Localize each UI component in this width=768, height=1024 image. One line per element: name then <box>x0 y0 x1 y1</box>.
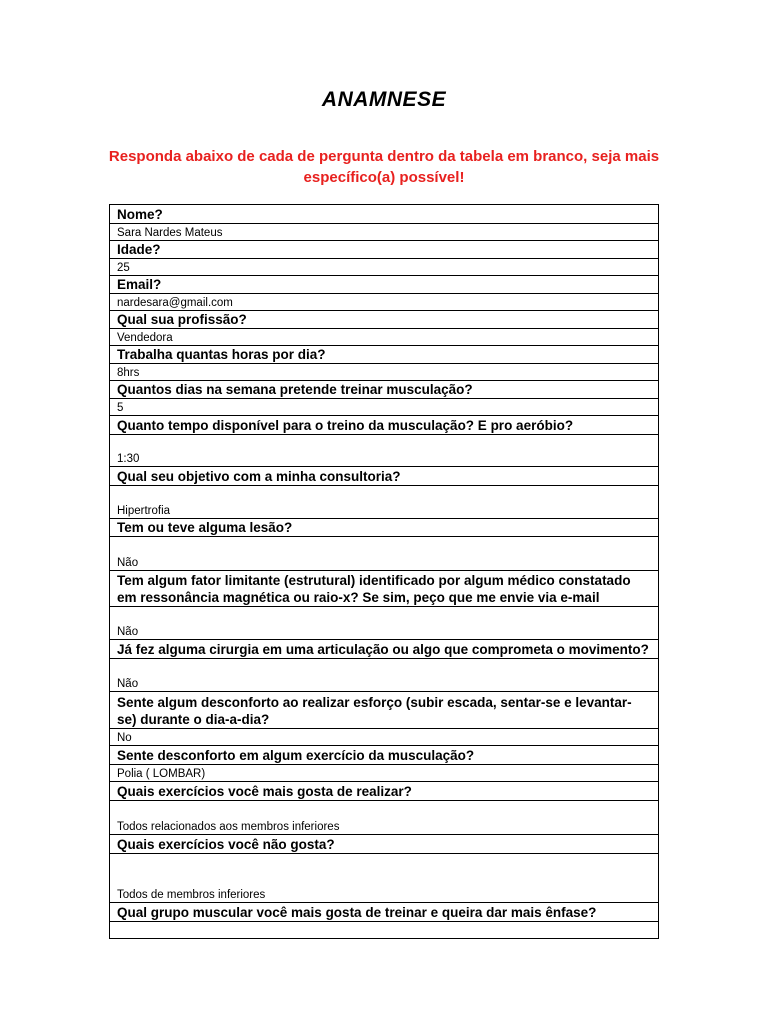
question-cell: Quantos dias na semana pretende treinar musculação? <box>110 381 659 399</box>
answer-cell[interactable]: Todos de membros inferiores <box>110 854 659 903</box>
question-cell: Sente desconforto em algum exercício da musculação? <box>110 746 659 765</box>
questionnaire-table <box>109 204 659 939</box>
answer-cell[interactable]: 25 <box>110 259 659 276</box>
question-row <box>110 903 659 922</box>
answer-row <box>110 922 659 939</box>
answer-row <box>110 801 659 835</box>
answer-cell[interactable]: 8hrs <box>110 364 659 381</box>
question-row <box>110 519 659 537</box>
question-cell: Nome? <box>110 205 659 224</box>
question-cell: Quais exercícios você não gosta? <box>110 835 659 854</box>
answer-cell[interactable]: Hipertrofia <box>110 486 659 519</box>
answer-cell[interactable]: Não <box>110 659 659 692</box>
document-title: ANAMNESE <box>321 88 447 111</box>
answer-row <box>110 659 659 692</box>
question-row <box>110 241 659 259</box>
answer-row <box>110 224 659 241</box>
question-cell: Qual seu objetivo com a minha consultoria? <box>110 467 659 486</box>
answer-row <box>110 364 659 381</box>
question-cell: Tem algum fator limitante (estrutural) identificado por algum médico constatado em ressonância magnética ou raio-x? Se sim, peço que me envie via e-mail <box>110 571 659 607</box>
answer-cell[interactable]: No <box>110 729 659 746</box>
question-row <box>110 205 659 224</box>
answer-cell[interactable] <box>110 922 659 939</box>
question-cell: Quanto tempo disponível para o treino da musculação? E pro aeróbio? <box>110 416 659 435</box>
question-row <box>110 311 659 329</box>
question-cell: Trabalha quantas horas por dia? <box>110 346 659 364</box>
question-cell: Qual grupo muscular você mais gosta de treinar e queira dar mais ênfase? <box>110 903 659 922</box>
answer-row <box>110 399 659 416</box>
answer-cell[interactable]: 5 <box>110 399 659 416</box>
answer-row <box>110 259 659 276</box>
question-cell: Sente algum desconforto ao realizar esforço (subir escada, sentar-se e levantar-se) durante o dia-a-dia? <box>110 692 659 729</box>
answer-row <box>110 329 659 346</box>
answer-cell[interactable]: Não <box>110 607 659 640</box>
question-row <box>110 346 659 364</box>
answer-row <box>110 294 659 311</box>
answer-cell[interactable]: Sara Nardes Mateus <box>110 224 659 241</box>
question-cell: Quais exercícios você mais gosta de realizar? <box>110 782 659 801</box>
answer-row <box>110 765 659 782</box>
question-row <box>110 782 659 801</box>
question-row <box>110 640 659 659</box>
answer-row <box>110 537 659 571</box>
answer-cell[interactable]: Polia ( LOMBAR) <box>110 765 659 782</box>
answer-row <box>110 486 659 519</box>
question-cell: Email? <box>110 276 659 294</box>
question-row <box>110 416 659 435</box>
question-row <box>110 571 659 607</box>
answer-cell[interactable]: Vendedora <box>110 329 659 346</box>
instruction-text: Responda abaixo de cada de pergunta dentro da tabela em branco, seja mais específico(a) possível! <box>108 148 660 186</box>
answer-row <box>110 854 659 903</box>
question-row <box>110 746 659 765</box>
question-row <box>110 692 659 729</box>
question-cell: Já fez alguma cirurgia em uma articulação ou algo que comprometa o movimento? <box>110 640 659 659</box>
question-cell: Tem ou teve alguma lesão? <box>110 519 659 537</box>
question-cell: Qual sua profissão? <box>110 311 659 329</box>
question-row <box>110 467 659 486</box>
question-row <box>110 381 659 399</box>
question-row <box>110 276 659 294</box>
question-cell: Idade? <box>110 241 659 259</box>
answer-row <box>110 607 659 640</box>
question-row <box>110 835 659 854</box>
answer-cell[interactable]: Todos relacionados aos membros inferiores <box>110 801 659 835</box>
answer-row <box>110 435 659 467</box>
answer-cell[interactable]: 1:30 <box>110 435 659 467</box>
answer-cell[interactable]: nardesara@gmail.com <box>110 294 659 311</box>
answer-row <box>110 729 659 746</box>
answer-cell[interactable]: Não <box>110 537 659 571</box>
